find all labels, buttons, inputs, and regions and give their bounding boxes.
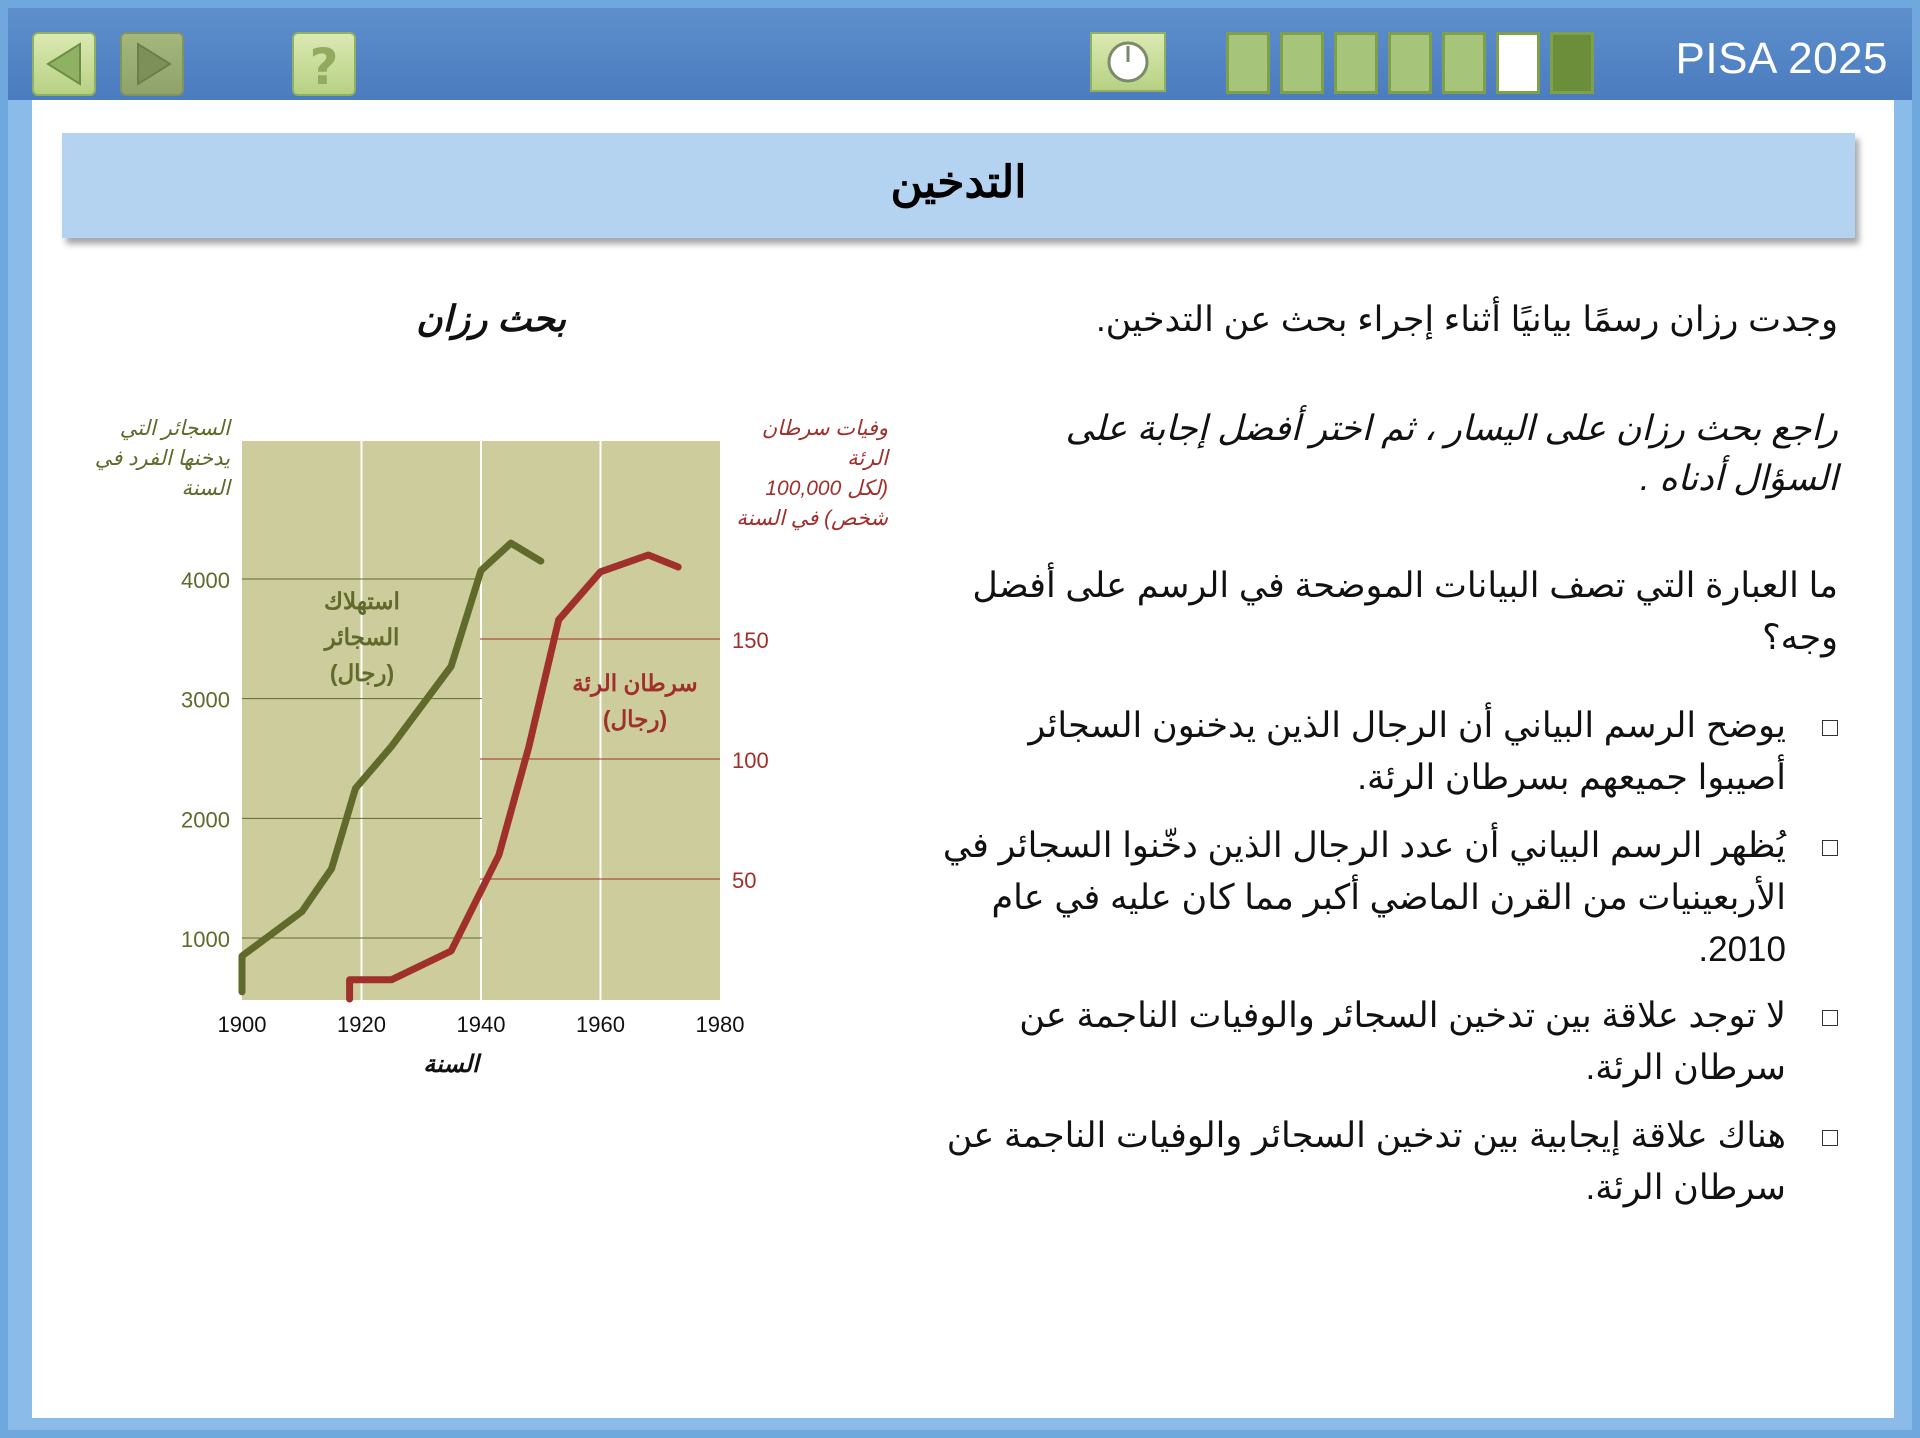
intro-text: وجدت رزان رسمًا بيانيًا أثناء إجراء بحث عن التدخين.	[1095, 300, 1838, 339]
progress-step-5[interactable]	[1442, 32, 1486, 94]
series-point-1	[331, 868, 332, 869]
forward-button[interactable]	[120, 32, 184, 96]
series-point-2	[451, 951, 452, 952]
right-axis-title-line: وفيات سرطان	[761, 417, 888, 440]
back-button[interactable]	[32, 32, 96, 96]
series-point-1	[391, 746, 392, 747]
answer-checkbox-1[interactable]	[1822, 720, 1838, 736]
progress-step-7[interactable]	[1550, 32, 1594, 94]
left-tick-label: 1000	[181, 927, 230, 952]
left-axis-title-line: السجائر التي	[119, 417, 230, 440]
series-point-1	[355, 788, 356, 789]
x-axis-title: السنة	[423, 1051, 479, 1078]
series-point-2	[558, 619, 559, 620]
series-point-1	[301, 911, 302, 912]
answer-option-label: يُظهر الرسم البياني أن عدد الرجال الذين دخّنوا السجائر في الأربعينيات من القرن الماضي أكبر مما كان عليه في عام 2010.	[942, 826, 1786, 969]
left-tick-label: 2000	[181, 807, 230, 833]
progress-step-1[interactable]	[1226, 32, 1270, 94]
progress-step-2[interactable]	[1280, 32, 1324, 94]
series-point-1	[242, 955, 243, 956]
arrow-right-icon	[122, 34, 186, 98]
right-axis-title-line: الرئة	[847, 447, 888, 470]
x-tick-label: 1940	[456, 1012, 506, 1037]
left-tick-label: 3000	[181, 687, 230, 713]
left-tick-label: 4000	[181, 568, 230, 593]
frame-border-right	[1894, 100, 1912, 1418]
series-point-2	[648, 555, 649, 556]
answer-checkbox-4[interactable]	[1822, 1130, 1838, 1146]
series-point-1	[481, 570, 482, 571]
question-text: ما العبارة التي تصف البيانات الموضحة في الرسم على أفضل وجه؟	[972, 566, 1838, 657]
progress-step-6[interactable]	[1496, 32, 1540, 94]
series-point-1	[540, 561, 541, 562]
series-point-2	[528, 747, 529, 748]
series-label-line: (رجال)	[602, 706, 668, 732]
answer-checkbox-2[interactable]	[1822, 840, 1838, 856]
progress-step-3[interactable]	[1334, 32, 1378, 94]
brand-label: PISA 2025	[1675, 34, 1888, 83]
answer-option-label: هناك علاقة إيجابية بين تدخين السجائر والوفيات الناجمة عن سرطان الرئة.	[946, 1116, 1786, 1207]
series-point-1	[510, 543, 511, 544]
series-point-2	[349, 999, 350, 1000]
question-progress	[1226, 32, 1594, 96]
progress-step-4[interactable]	[1388, 32, 1432, 94]
right-tick-label: 100	[732, 748, 769, 773]
answer-option-1[interactable]	[940, 700, 1838, 804]
right-tick-label: 50	[732, 868, 757, 893]
frame-border-left	[8, 100, 32, 1418]
clock-icon	[1092, 34, 1164, 90]
frame-border-bottom	[8, 1418, 1912, 1430]
help-button[interactable]	[292, 32, 356, 96]
x-tick-label: 1900	[217, 1012, 267, 1037]
x-tick-label: 1920	[337, 1012, 386, 1037]
series-point-2	[498, 855, 499, 856]
series-point-1	[242, 991, 243, 992]
left-axis-title-line: يدخنها الفرد في	[94, 447, 230, 470]
series-point-1	[451, 666, 452, 667]
x-tick-label: 1960	[576, 1012, 625, 1037]
series-label-line: سرطان الرئة	[572, 670, 698, 696]
answer-option-4[interactable]	[940, 1110, 1838, 1214]
left-axis-title-line: السنة	[181, 477, 230, 500]
answer-option-label: لا توجد علاقة بين تدخين السجائر والوفيات الناجمة عن سرطان الرئة.	[1019, 996, 1786, 1087]
help-icon: ?	[309, 38, 339, 96]
smoking-chart	[80, 405, 900, 1085]
answer-checkbox-3[interactable]	[1822, 1010, 1838, 1026]
series-label-line: (رجال)	[329, 660, 395, 686]
series-point-2	[600, 571, 601, 572]
right-axis-title-line: شخص) في السنة	[736, 507, 888, 530]
arrow-left-icon	[34, 34, 98, 98]
chart-svg	[80, 405, 900, 1085]
answer-option-3[interactable]	[940, 990, 1838, 1094]
page-title: التدخين	[890, 158, 1027, 207]
series-point-2	[391, 979, 392, 980]
chart-heading: بحث رزان	[416, 298, 566, 339]
series-label-line: استهلاك	[324, 588, 400, 614]
top-toolbar	[8, 8, 1912, 100]
title-banner	[62, 133, 1855, 238]
instruction-text: راجع بحث رزان على اليسار ، ثم اختر أفضل إجابة على السؤال أدناه .	[1065, 409, 1838, 498]
answer-option-label: يوضح الرسم البياني أن الرجال الذين يدخنون السجائر أصيبوا جميعهم بسرطان الرئة.	[1028, 706, 1786, 797]
series-point-2	[349, 979, 350, 980]
series-label-line: السجائر	[324, 624, 400, 650]
answer-option-2[interactable]	[940, 820, 1838, 980]
right-tick-label: 150	[732, 628, 769, 653]
timer-button[interactable]	[1090, 32, 1166, 92]
right-axis-title-line: (لكل 100,000	[765, 477, 888, 500]
x-tick-label: 1980	[695, 1012, 745, 1037]
series-point-2	[678, 567, 679, 568]
